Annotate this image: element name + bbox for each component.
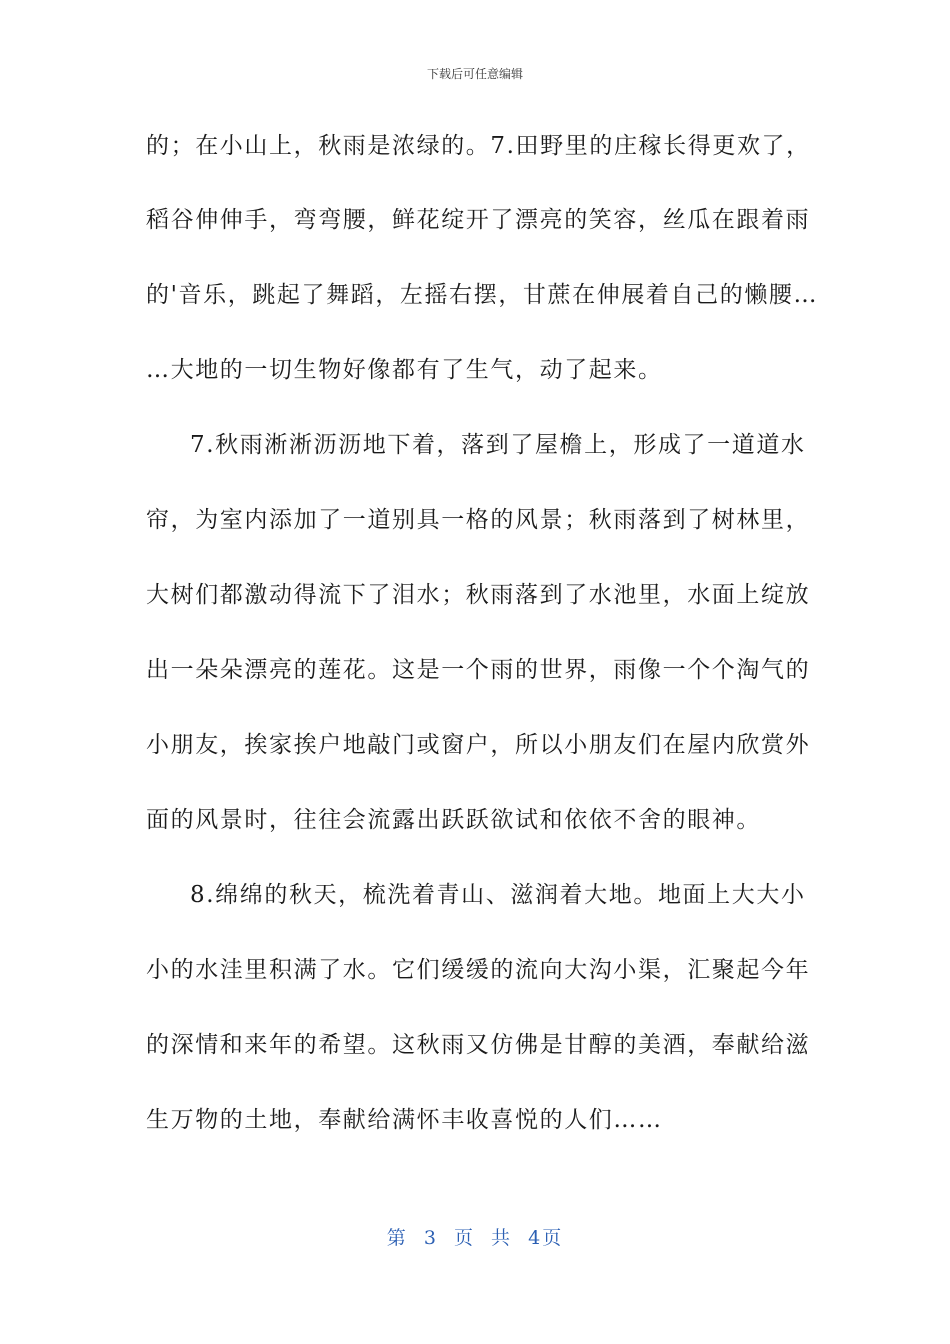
paragraph-line: 大树们都激动得流下了泪水；秋雨落到了水池里，水面上绽放 [146, 582, 811, 608]
page-footer [0, 1226, 950, 1250]
footer-total-pages: 4页 [528, 1227, 564, 1249]
paragraph-line: 小的水洼里积满了水。它们缓缓的流向大沟小渠，汇聚起今年 [146, 957, 811, 983]
paragraph-line: 8.绵绵的秋天，梳洗着青山、滋润着大地。地面上大大小 [190, 882, 806, 908]
paragraph-line: 出一朵朵漂亮的莲花。这是一个雨的世界，雨像一个个淘气的 [146, 657, 811, 683]
paragraph-line: 生万物的土地，奉献给满怀丰收喜悦的人们…… [146, 1107, 663, 1133]
footer-di: 第 [386, 1227, 408, 1249]
paragraph-line: 的深情和来年的希望。这秋雨又仿佛是甘醇的美酒，奉献给滋 [146, 1032, 811, 1058]
paragraph-line: 面的风景时，往往会流露出跃跃欲试和依依不舍的眼神。 [146, 807, 761, 833]
paragraph-line: …大地的一切生物好像都有了生气，动了起来。 [146, 357, 663, 383]
footer-page-number: 3 [423, 1227, 438, 1249]
page-header: 下载后可任意编辑 [426, 67, 523, 81]
footer-ye: 页 [453, 1227, 475, 1249]
paragraph-line: 的；在小山上，秋雨是浓绿的。7.田野里的庄稼长得更欢了， [146, 133, 811, 159]
paragraph-line: 7.秋雨淅淅沥沥地下着，落到了屋檐上，形成了一道道水 [190, 432, 806, 458]
paragraph-line: 小朋友，挨家挨户地敲门或窗户，所以小朋友们在屋内欣赏外 [146, 732, 811, 758]
footer-gong: 共 [491, 1227, 513, 1249]
paragraph-line: 稻谷伸伸手，弯弯腰，鲜花绽开了漂亮的笑容，丝瓜在跟着雨 [146, 207, 811, 233]
paragraph-line: 帘，为室内添加了一道别具一格的风景；秋雨落到了树林里， [146, 507, 811, 533]
paragraph-line: 的'音乐，跳起了舞蹈，左摇右摆，甘蔗在伸展着自己的懒腰… [146, 282, 819, 308]
